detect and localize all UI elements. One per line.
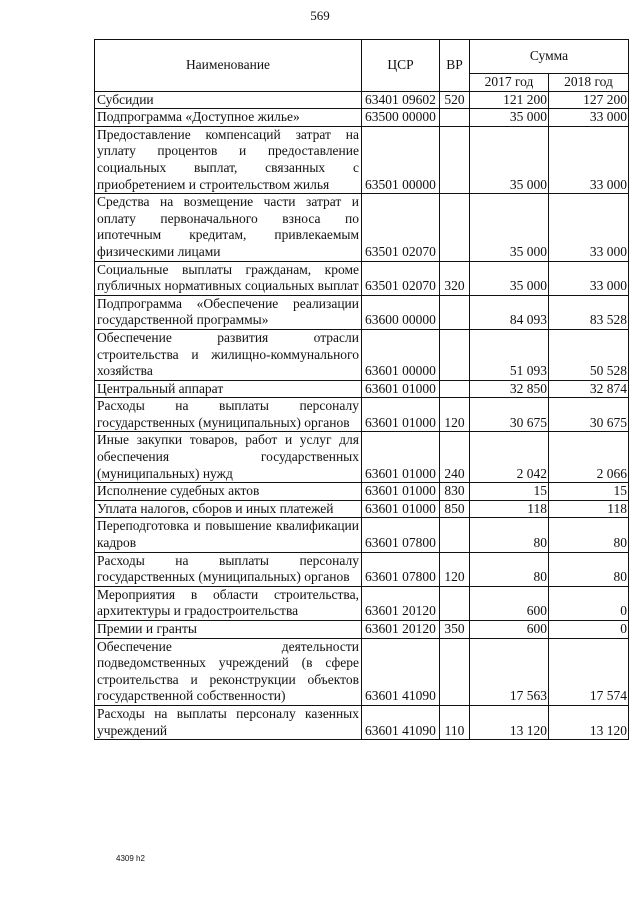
row-sum-2017: 600 bbox=[470, 621, 549, 639]
row-vr: 320 bbox=[440, 261, 470, 295]
page-number: 569 bbox=[310, 8, 330, 23]
row-sum-2018: 127 200 bbox=[549, 91, 629, 109]
row-sum-2018: 80 bbox=[549, 552, 629, 586]
row-sum-2017: 80 bbox=[470, 518, 549, 552]
table-row bbox=[95, 380, 629, 398]
row-sum-2017: 35 000 bbox=[470, 126, 549, 193]
row-sum-2018: 0 bbox=[549, 586, 629, 620]
row-sum-2017: 35 000 bbox=[470, 109, 549, 127]
row-csr: 63601 07800 bbox=[362, 552, 440, 586]
row-csr: 63601 00000 bbox=[362, 329, 440, 380]
table-row bbox=[95, 398, 629, 432]
row-vr bbox=[440, 329, 470, 380]
table-row bbox=[95, 126, 629, 193]
row-sum-2017: 84 093 bbox=[470, 295, 549, 329]
footer-code: 4309 h2 bbox=[116, 854, 145, 863]
row-name: Обеспечение развития отрасли строительства и жилищно-коммунального хозяйства bbox=[95, 329, 362, 380]
row-sum-2018: 33 000 bbox=[549, 109, 629, 127]
row-csr: 63501 02070 bbox=[362, 261, 440, 295]
row-sum-2017: 30 675 bbox=[470, 398, 549, 432]
row-sum-2018: 33 000 bbox=[549, 261, 629, 295]
table-row bbox=[95, 586, 629, 620]
row-vr: 830 bbox=[440, 483, 470, 501]
row-csr: 63601 01000 bbox=[362, 432, 440, 483]
row-sum-2018: 13 120 bbox=[549, 705, 629, 739]
row-sum-2018: 80 bbox=[549, 518, 629, 552]
header-sum: Сумма bbox=[470, 40, 629, 74]
table-row bbox=[95, 109, 629, 127]
row-csr: 63401 09602 bbox=[362, 91, 440, 109]
row-csr: 63601 01000 bbox=[362, 500, 440, 518]
row-sum-2017: 118 bbox=[470, 500, 549, 518]
row-csr: 63601 41090 bbox=[362, 705, 440, 739]
row-sum-2017: 35 000 bbox=[470, 194, 549, 261]
row-vr bbox=[440, 518, 470, 552]
row-vr bbox=[440, 126, 470, 193]
table-row bbox=[95, 638, 629, 705]
table-row bbox=[95, 432, 629, 483]
row-sum-2017: 13 120 bbox=[470, 705, 549, 739]
row-vr bbox=[440, 638, 470, 705]
row-name: Центральный аппарат bbox=[95, 380, 362, 398]
header-name: Наименование bbox=[95, 40, 362, 92]
row-sum-2017: 15 bbox=[470, 483, 549, 501]
row-vr bbox=[440, 586, 470, 620]
row-sum-2017: 600 bbox=[470, 586, 549, 620]
table-row bbox=[95, 329, 629, 380]
table-row bbox=[95, 483, 629, 501]
row-csr: 63601 41090 bbox=[362, 638, 440, 705]
row-sum-2018: 17 574 bbox=[549, 638, 629, 705]
header-csr: ЦСР bbox=[362, 40, 440, 92]
row-csr: 63601 01000 bbox=[362, 380, 440, 398]
row-csr: 63601 07800 bbox=[362, 518, 440, 552]
row-name: Расходы на выплаты персоналу государственных (муниципальных) органов bbox=[95, 398, 362, 432]
row-vr: 240 bbox=[440, 432, 470, 483]
row-vr bbox=[440, 380, 470, 398]
row-sum-2018: 83 528 bbox=[549, 295, 629, 329]
table-row bbox=[95, 295, 629, 329]
row-sum-2018: 50 528 bbox=[549, 329, 629, 380]
table-row bbox=[95, 705, 629, 739]
row-vr: 110 bbox=[440, 705, 470, 739]
row-name: Предоставление компенсаций затрат на уплату процентов и предоставление социальных выплат, связанных с приобретением и строительством жилья bbox=[95, 126, 362, 193]
row-name: Переподготовка и повышение квалификации кадров bbox=[95, 518, 362, 552]
row-csr: 63601 20120 bbox=[362, 586, 440, 620]
row-sum-2018: 15 bbox=[549, 483, 629, 501]
table-row bbox=[95, 261, 629, 295]
row-csr: 63600 00000 bbox=[362, 295, 440, 329]
row-name: Исполнение судебных актов bbox=[95, 483, 362, 501]
row-csr: 63601 20120 bbox=[362, 621, 440, 639]
row-vr bbox=[440, 194, 470, 261]
row-vr: 850 bbox=[440, 500, 470, 518]
row-sum-2018: 118 bbox=[549, 500, 629, 518]
table-row bbox=[95, 518, 629, 552]
row-sum-2017: 35 000 bbox=[470, 261, 549, 295]
row-vr bbox=[440, 109, 470, 127]
table-row bbox=[95, 91, 629, 109]
row-vr: 520 bbox=[440, 91, 470, 109]
row-sum-2017: 17 563 bbox=[470, 638, 549, 705]
row-name: Обеспечение деятельности подведомственных учреждений (в сфере строительства и реконструкции объектов государственной собственности) bbox=[95, 638, 362, 705]
row-sum-2017: 2 042 bbox=[470, 432, 549, 483]
row-sum-2018: 33 000 bbox=[549, 194, 629, 261]
header-year-2017: 2017 год bbox=[470, 74, 549, 92]
row-name: Социальные выплаты гражданам, кроме публичных нормативных социальных выплат bbox=[95, 261, 362, 295]
row-name: Уплата налогов, сборов и иных платежей bbox=[95, 500, 362, 518]
row-csr: 63601 01000 bbox=[362, 398, 440, 432]
row-sum-2018: 32 874 bbox=[549, 380, 629, 398]
row-sum-2018: 0 bbox=[549, 621, 629, 639]
table-row bbox=[95, 552, 629, 586]
row-sum-2017: 121 200 bbox=[470, 91, 549, 109]
budget-table bbox=[94, 39, 629, 740]
row-csr: 63501 00000 bbox=[362, 126, 440, 193]
row-vr: 120 bbox=[440, 552, 470, 586]
row-name: Мероприятия в области строительства, архитектуры и градостроительства bbox=[95, 586, 362, 620]
row-name: Премии и гранты bbox=[95, 621, 362, 639]
row-sum-2018: 33 000 bbox=[549, 126, 629, 193]
row-name: Субсидии bbox=[95, 91, 362, 109]
row-name: Подпрограмма «Доступное жилье» bbox=[95, 109, 362, 127]
row-csr: 63501 02070 bbox=[362, 194, 440, 261]
row-vr: 350 bbox=[440, 621, 470, 639]
row-csr: 63500 00000 bbox=[362, 109, 440, 127]
row-sum-2018: 30 675 bbox=[549, 398, 629, 432]
table-row bbox=[95, 194, 629, 261]
row-sum-2017: 51 093 bbox=[470, 329, 549, 380]
row-sum-2017: 80 bbox=[470, 552, 549, 586]
row-csr: 63601 01000 bbox=[362, 483, 440, 501]
row-name: Расходы на выплаты персоналу государственных (муниципальных) органов bbox=[95, 552, 362, 586]
row-sum-2018: 2 066 bbox=[549, 432, 629, 483]
row-sum-2017: 32 850 bbox=[470, 380, 549, 398]
header-year-2018: 2018 год bbox=[549, 74, 629, 92]
row-vr bbox=[440, 295, 470, 329]
row-name: Подпрограмма «Обеспечение реализации государственной программы» bbox=[95, 295, 362, 329]
row-name: Расходы на выплаты персоналу казенных учреждений bbox=[95, 705, 362, 739]
row-vr: 120 bbox=[440, 398, 470, 432]
table-row bbox=[95, 621, 629, 639]
header-vr: ВР bbox=[440, 40, 470, 92]
table-row bbox=[95, 500, 629, 518]
row-name: Иные закупки товаров, работ и услуг для обеспечения государственных (муниципальных) нужд bbox=[95, 432, 362, 483]
row-name: Средства на возмещение части затрат и оплату первоначального взноса по ипотечным кредитам, привлекаемым физическими лицами bbox=[95, 194, 362, 261]
